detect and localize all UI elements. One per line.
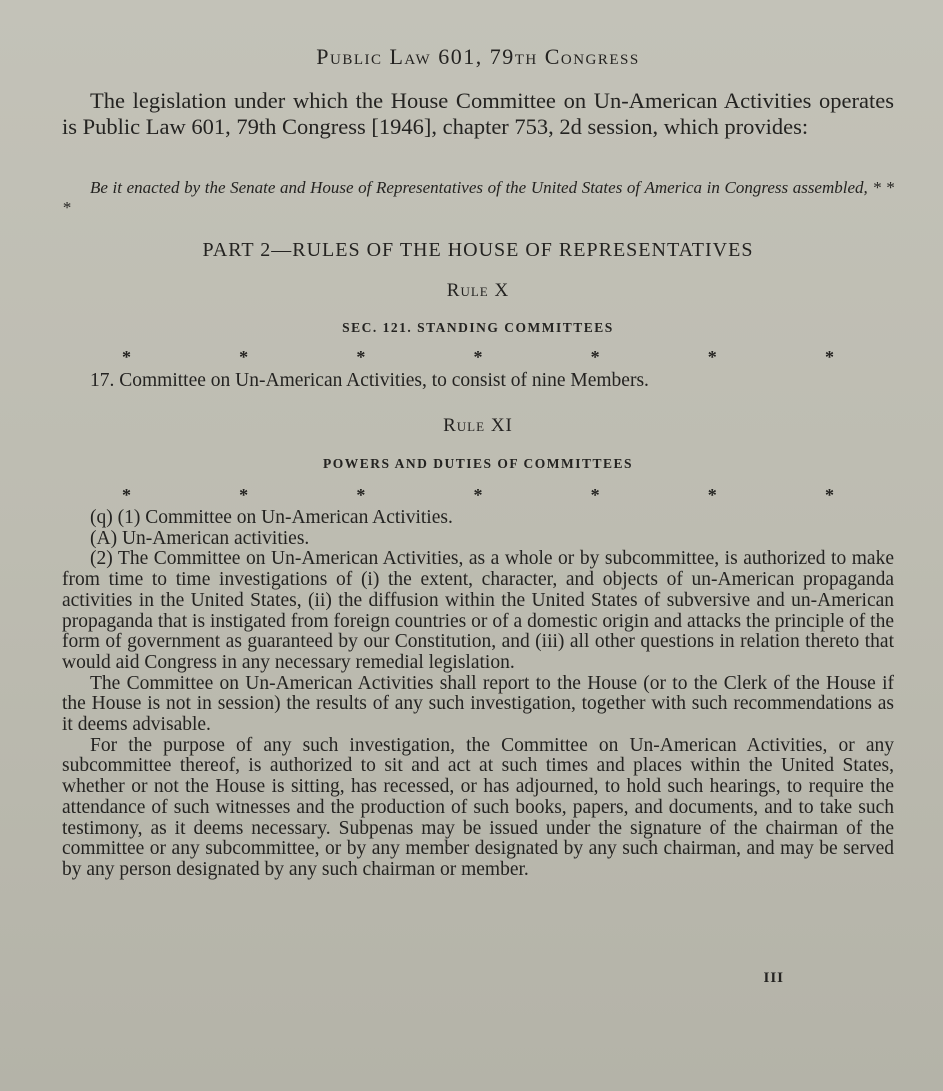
ellipsis-star: * bbox=[122, 347, 131, 367]
rule-x-heading: Rule X bbox=[446, 280, 510, 301]
page-number: III bbox=[763, 970, 784, 986]
rule-xi-body bbox=[62, 508, 894, 881]
rule-xi-heading: Rule XI bbox=[443, 415, 513, 436]
paragraph-a: (A) Un-American activities. bbox=[90, 527, 310, 549]
ellipsis-star: * bbox=[239, 347, 249, 367]
ellipsis-star: * bbox=[356, 485, 366, 505]
intro-paragraph: The legislation under which the House Committee on Un-American Activities operates is Public Law 601, 79th Congress [1946], chapter 753, 2d session, which provides: bbox=[62, 88, 894, 139]
ellipsis-star: * bbox=[824, 485, 834, 505]
paragraph-q1: (q) (1) Committee on Un-American Activities. bbox=[90, 507, 453, 528]
ellipsis-star: * bbox=[824, 347, 834, 367]
ellipsis-star: * bbox=[122, 485, 131, 505]
part-heading: PART 2—RULES OF THE HOUSE OF REPRESENTATIVES bbox=[202, 239, 754, 261]
ellipsis-star: * bbox=[590, 347, 600, 367]
ellipsis-star: * bbox=[473, 485, 483, 505]
paragraph-investigation: For the purpose of any such investigation, the Committee on Un-American Activities, or any subcommittee thereof, is authorized to sit and act at such times and places within the United States, whether or not the House is sitting, has recessed, or has adjourned, to hold such hearings, to require the attendance of such witnesses and the production of such books, papers, and documents, and to take such testimony, as it deems necessary. Subpenas may be issued under the signature of the chairman of the committee or any subcommittee, or by any member designated by any such chairman, and may be served by any person designated by any such chairman or member. bbox=[62, 734, 894, 880]
rule-x-item-17: 17. Committee on Un-American Activities, to consist of nine Members. bbox=[90, 370, 649, 391]
paragraph-2: (2) The Committee on Un-American Activities, as a whole or by subcommittee, is authorized to make from time to time investigations of (i) the extent, character, and objects of un-American propaganda activities in the United States, (ii) the diffusion within the United States of subversive and un-American propaganda that is instigated from foreign countries or of a domestic origin and attacks the principle of the form of government as guaranteed by our Constitution, and (iii) all other questions in relation thereto that would aid Congress in any necessary remedial legislation. bbox=[62, 548, 894, 673]
section-121-heading: SEC. 121. STANDING COMMITTEES bbox=[342, 320, 614, 335]
ellipsis-stars-row bbox=[122, 485, 834, 506]
enacting-clause: Be it enacted by the Senate and House of Representatives of the United States of America in Congress assembled, * * * bbox=[62, 178, 894, 217]
ellipsis-star: * bbox=[356, 347, 366, 367]
ellipsis-star: * bbox=[239, 485, 249, 505]
powers-duties-heading: POWERS AND DUTIES OF COMMITTEES bbox=[322, 456, 634, 471]
ellipsis-star: * bbox=[473, 347, 483, 367]
ellipsis-stars-row bbox=[122, 347, 834, 368]
ellipsis-star: * bbox=[707, 485, 717, 505]
paragraph-report: The Committee on Un-American Activities shall report to the House (or to the Clerk of the House if the House is not in session) the results of any such investigation, together with such recommendations as it deems advisable. bbox=[62, 672, 894, 736]
ellipsis-star: * bbox=[707, 347, 717, 367]
page-title: Public Law 601, 79th Congress bbox=[316, 44, 640, 69]
ellipsis-star: * bbox=[590, 485, 600, 505]
